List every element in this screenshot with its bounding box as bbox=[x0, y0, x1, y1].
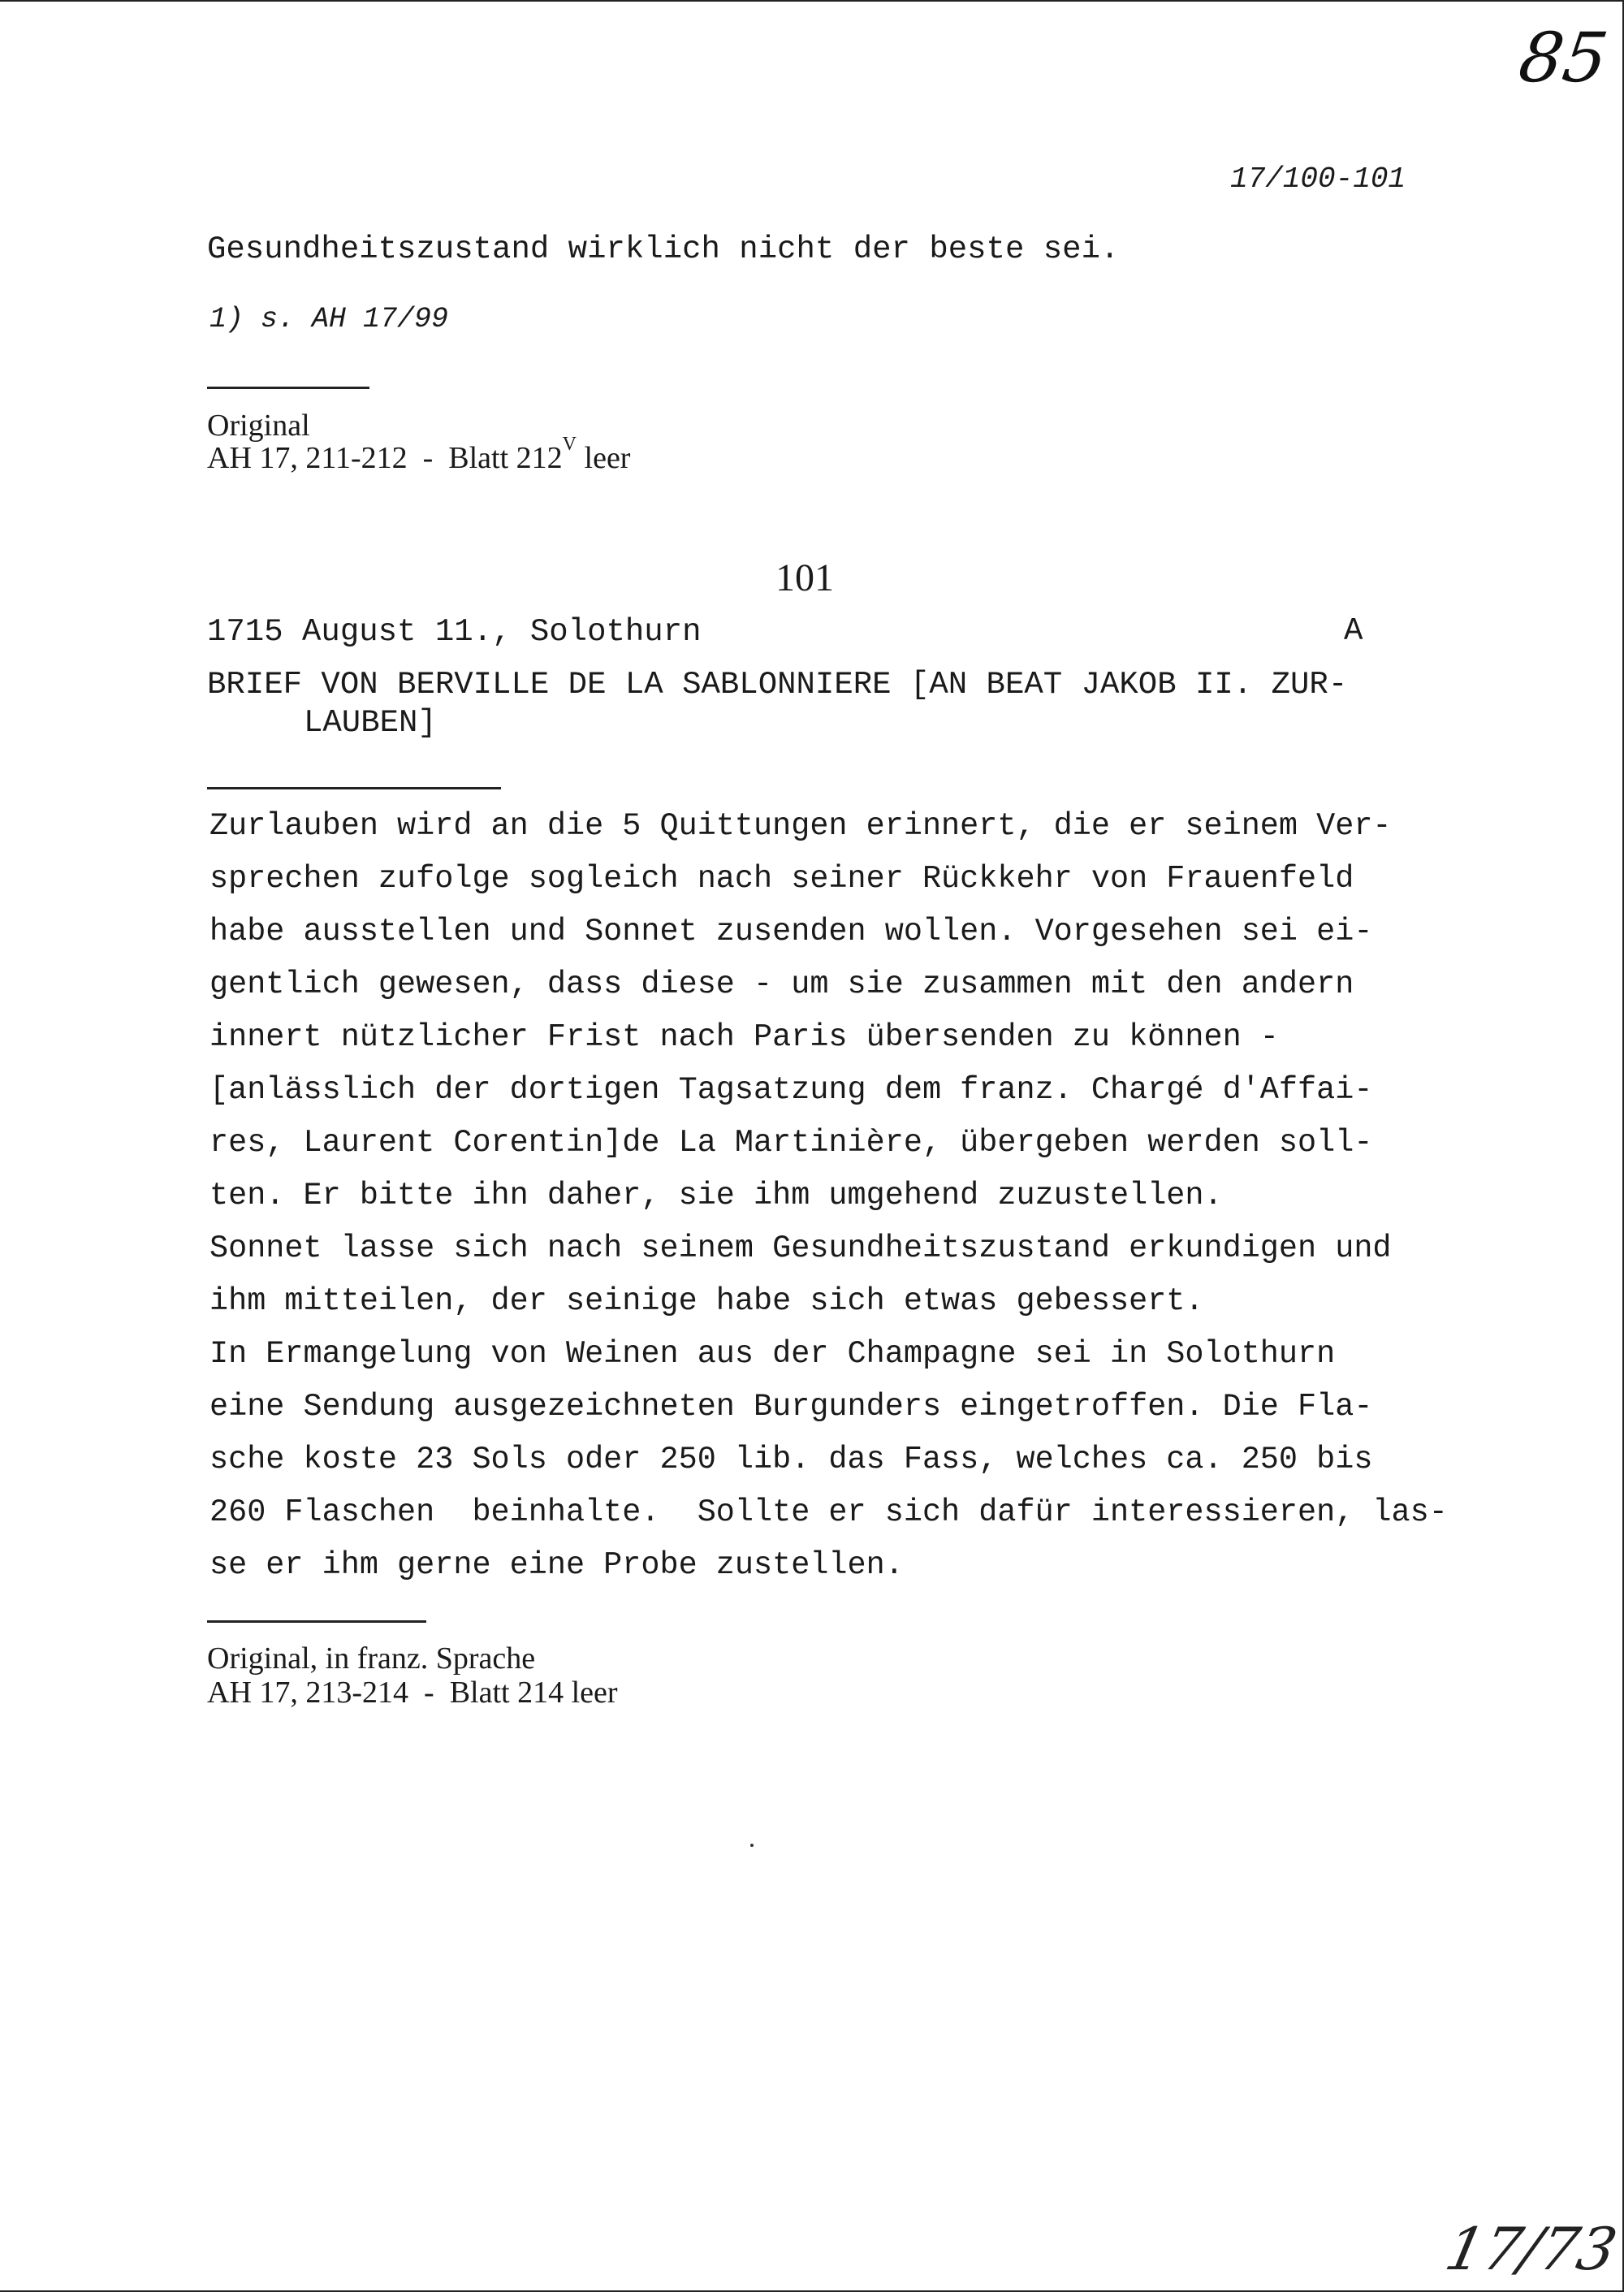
divider-rule bbox=[207, 1620, 426, 1623]
body-line: sche koste 23 Sols oder 250 lib. das Fass, welches ca. 250 bis bbox=[209, 1442, 1373, 1477]
body-line: Zurlauben wird an die 5 Quittungen erinnert, die er seinem Ver- bbox=[209, 808, 1392, 844]
archive-prefix: AH 17, 211-212 - Blatt 212 bbox=[207, 441, 563, 475]
previous-letter-ending: Gesundheitszustand wirklich nicht der beste sei. bbox=[207, 231, 1120, 267]
handwritten-footer-number: 17/73 bbox=[1440, 2215, 1623, 2283]
letter-heading-line-2: LAUBEN] bbox=[304, 705, 437, 741]
body-line: habe ausstellen und Sonnet zusenden wollen. Vorgesehen sei ei- bbox=[209, 914, 1373, 949]
body-line: eine Sendung ausgezeichneten Burgunders eingetroffen. Die Fla- bbox=[209, 1389, 1373, 1425]
source-original-label: Original, in franz. Sprache bbox=[207, 1641, 536, 1676]
divider-rule bbox=[207, 787, 501, 789]
divider-rule bbox=[207, 387, 369, 389]
body-line: 260 Flaschen beinhalte. Sollte er sich dafür interessieren, las- bbox=[209, 1494, 1448, 1530]
handwritten-folio-number: 85 bbox=[1514, 18, 1613, 97]
body-line: res, Laurent Corentin]de La Martinière, übergeben werden soll- bbox=[209, 1125, 1373, 1161]
body-line: In Ermangelung von Weinen aus der Champagne sei in Solothurn bbox=[209, 1336, 1336, 1372]
body-line: sprechen zufolge sogleich nach seiner Rückkehr von Frauenfeld bbox=[209, 861, 1354, 897]
reference-number: 17/100-101 bbox=[1230, 162, 1406, 196]
body-line: ten. Er bitte ihn daher, sie ihm umgehend zuzustellen. bbox=[209, 1178, 1223, 1213]
document-number: 101 bbox=[775, 556, 834, 599]
body-line: gentlich gewesen, dass diese - um sie zusammen mit den andern bbox=[209, 967, 1354, 1002]
source-archive-reference bbox=[207, 434, 631, 476]
footnote: 1) s. AH 17/99 bbox=[209, 303, 449, 335]
letter-heading-line-1: BRIEF VON BERVILLE DE LA SABLONNIERE [AN BEAT JAKOB II. ZUR- bbox=[207, 667, 1348, 703]
speck bbox=[750, 1844, 754, 1847]
source-original-label: Original bbox=[207, 409, 310, 443]
verso-superscript: V bbox=[562, 434, 577, 456]
body-line: Sonnet lasse sich nach seinem Gesundheitszustand erkundigen und bbox=[209, 1230, 1392, 1266]
classification-letter: A bbox=[1344, 613, 1363, 649]
body-line: se er ihm gerne eine Probe zustellen. bbox=[209, 1547, 904, 1583]
body-line: innert nützlicher Frist nach Paris übersenden zu können - bbox=[209, 1019, 1279, 1055]
letter-summary-body bbox=[209, 802, 1476, 1594]
source-archive-reference: AH 17, 213-214 - Blatt 214 leer bbox=[207, 1676, 618, 1710]
archive-suffix: leer bbox=[577, 441, 631, 475]
body-line: ihm mitteilen, der seinige habe sich etwas gebessert. bbox=[209, 1283, 1204, 1319]
body-line: [anlässlich der dortigen Tagsatzung dem franz. Chargé d'Affai- bbox=[209, 1072, 1373, 1108]
date-place-line: 1715 August 11., Solothurn bbox=[207, 614, 702, 650]
